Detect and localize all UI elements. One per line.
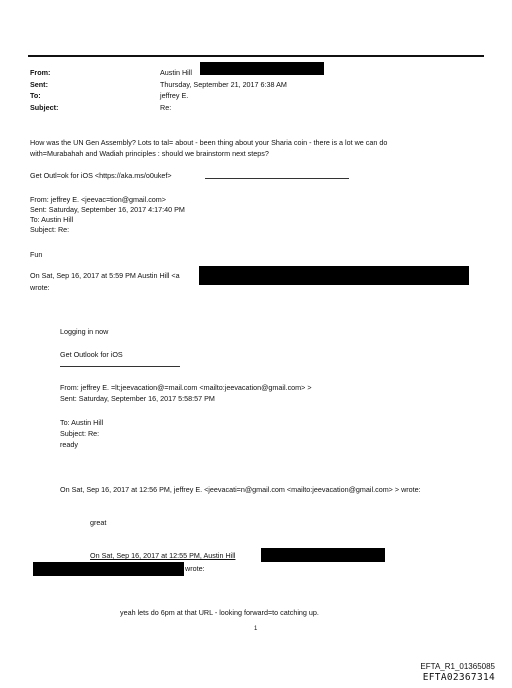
redaction-box	[200, 62, 324, 75]
separator-line	[205, 178, 349, 179]
quote1-from: From: jeffrey E. <jeevac=tion@gmail.com>	[30, 195, 166, 204]
quote3-message: great	[90, 518, 107, 527]
subject-value: Re:	[160, 103, 172, 112]
sent-label: Sent:	[30, 80, 48, 89]
to-value: jeffrey E.	[160, 91, 189, 100]
quote1-wrote: wrote:	[30, 283, 50, 292]
quote1-to: To: Austin Hill	[30, 215, 74, 224]
subject-label: Subject:	[30, 103, 59, 112]
quote2-message: ready	[60, 440, 78, 449]
quote1-message: Fun	[30, 250, 43, 259]
header-rule	[28, 55, 484, 57]
outlook-link-line[interactable]: Get Outl=ok for iOS <https://aka.ms/o0ukef>	[30, 171, 172, 180]
page-number: 1	[254, 626, 258, 632]
quote4-on-line: On Sat, Sep 16, 2017 at 12:55 PM, Austin Hill	[90, 551, 236, 560]
quote2-subject: Subject: Re:	[60, 429, 100, 438]
quote1-on-line: On Sat, Sep 16, 2017 at 5:59 PM Austin Hill <a	[30, 271, 180, 280]
body-line-2: with=Murabahah and Wadiah principles : should we brainstorm next steps?	[30, 149, 269, 158]
to-label: To:	[30, 91, 41, 100]
redaction-box	[33, 562, 184, 576]
quote3-on-line: On Sat, Sep 16, 2017 at 12:56 PM, jeffrey E. <jeevacati=n@gmail.com <mailto:jeevacation@gmail.com> > wrote:	[60, 485, 421, 494]
quote4-wrote: wrote:	[185, 564, 205, 573]
from-label: From:	[30, 68, 51, 77]
document-id-2: EFTA02367314	[422, 672, 495, 683]
quote2-to: To: Austin Hill	[60, 418, 104, 427]
from-value: Austin Hill	[160, 68, 192, 77]
quote2-from: From: jeffrey E. =lt;jeevacation@=mail.com <mailto:jeevacation@gmail.com> >	[60, 383, 312, 392]
quote1-sent: Sent: Saturday, September 16, 2017 4:17:40 PM	[30, 205, 185, 214]
separator-line	[60, 366, 180, 367]
quote2-outlook: Get Outlook for iOS	[60, 350, 123, 359]
quote2-logging: Logging in now	[60, 327, 109, 336]
quote4-message: yeah lets do 6pm at that URL - looking forward=to catching up.	[120, 608, 319, 617]
body-line-1: How was the UN Gen Assembly? Lots to tal= about - been thing about your Sharia coin - there is a lot we can do	[30, 138, 388, 147]
quote2-sent: Sent: Saturday, September 16, 2017 5:58:57 PM	[60, 394, 215, 403]
quote1-subject: Subject: Re:	[30, 225, 70, 234]
document-id-1: EFTA_R1_01365085	[420, 662, 495, 671]
redaction-box	[261, 548, 385, 562]
redaction-box	[199, 266, 469, 285]
sent-value: Thursday, September 21, 2017 6:38 AM	[160, 80, 287, 89]
